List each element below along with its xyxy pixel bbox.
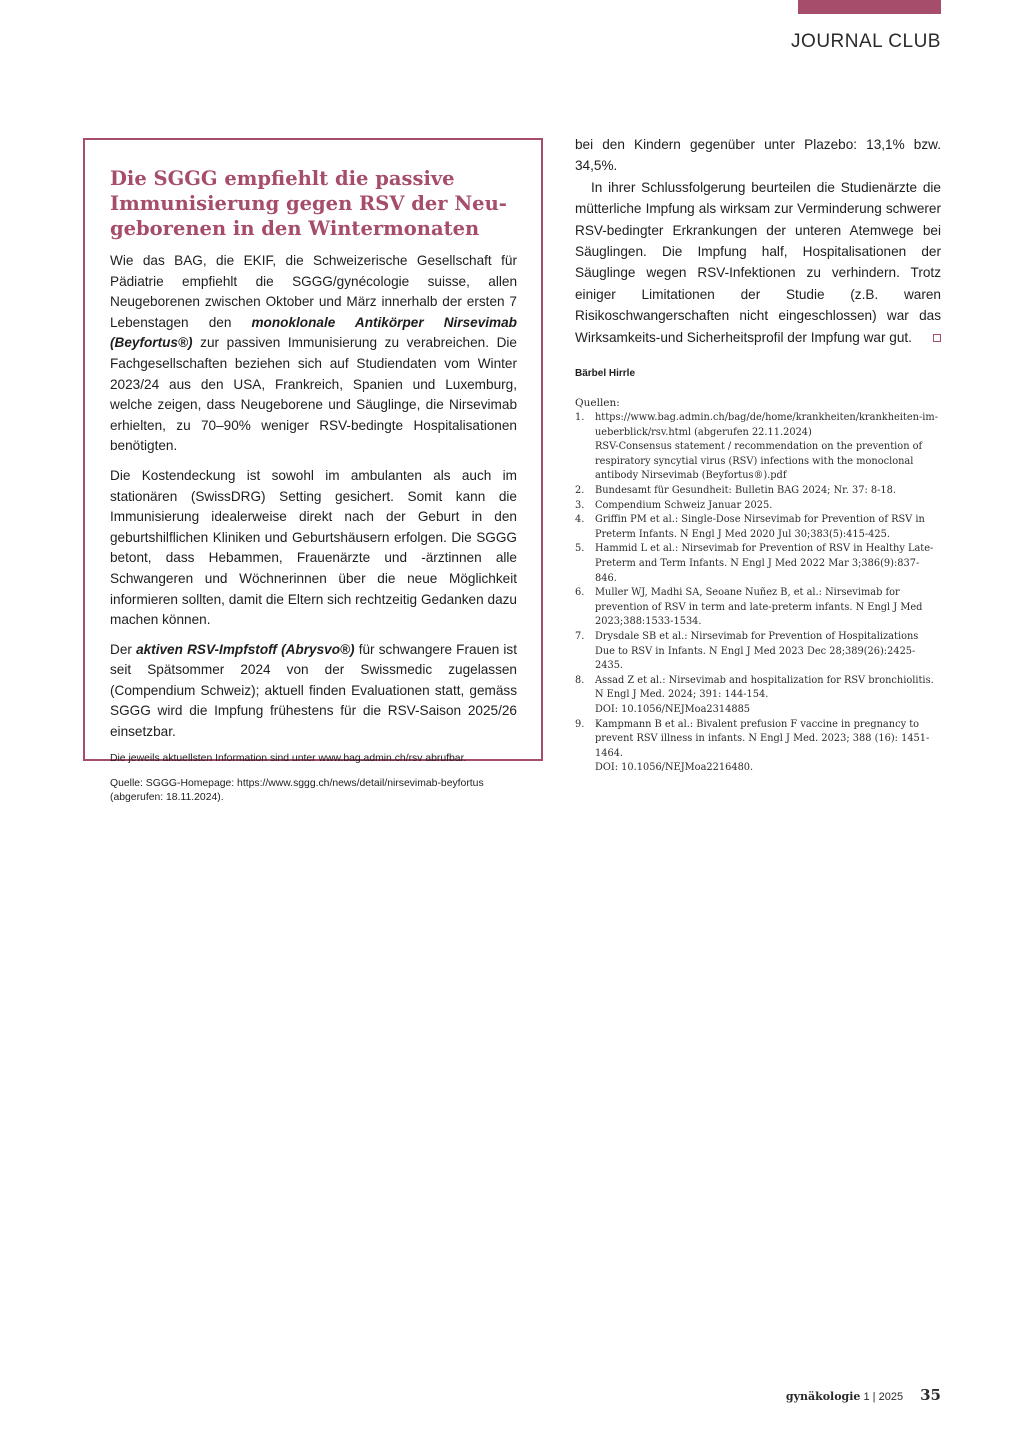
reference-number: 7. [575,630,585,642]
box-paragraph [110,640,517,743]
reference-line: Griffin PM et al.: Single-Dose Nirsevimab for Prevention of RSV in Preterm Infants. N Engl J Med 2020 Jul 30;383(5):415-425. [595,514,925,540]
reference-text [595,499,941,514]
reference-item [575,630,941,674]
reference-number: 6. [575,587,585,599]
reference-line: N Engl J Med. 2024; 391: 144-154. [595,689,769,701]
reference-line: DOI: 10.1056/NEJMoa2314885 [595,703,751,715]
reference-line: Kampmann B et al.: Bivalent prefusion F vaccine in pregnancy to prevent RSV illness in infants. N Engl J Med. 2023; 388 (16): 1451-1464. [595,718,930,759]
reference-item [575,411,941,484]
text: für schwangere Frauen ist seit Spätsommer 2024 von der Swissmedic zugelassen (Compendium Schweiz); aktuell finden Evaluationen statt, gemäss SGGG wird die Impfung frühestens für die RSV-Saison 2025/26 einsetzbar. [110,641,518,740]
reference-text [595,542,941,586]
reference-text [595,630,941,674]
reference-item [575,499,941,514]
emphasis: aktiven RSV-Impfstoff (Abrysvo®) [136,641,355,657]
info-box [83,138,543,803]
references-list [575,411,941,776]
reference-item [575,484,941,499]
reference-text [595,411,941,484]
reference-line: Bundesamt für Gesundheit: Bulletin BAG 2024; Nr. 37: 8-18. [595,485,897,497]
reference-line: RSV-Consensus statement / recommendation on the prevention of respiratory syncytial virus (RSV) infections with the monoclonal antibody Nirsevimab (Beyfortus®).pdf [595,441,923,482]
reference-line: Hammid L et al.: Nirsevimab for Prevention of RSV in Healthy Late-Preterm and Term Infants. N Engl J Med 2022 Mar 3;386(9):837-846. [595,543,934,584]
text: zur passiven Immunisierung zu verabreichen. Die Fachgesellschaften beziehen sich auf Studiendaten vom Winter 2023/24 aus den USA, Frankreich, Spanien und Luxemburg, welche zeigen, dass Neugeborene und Säuglinge, die Nirsevimab erhielten, zu 70–90% weniger RSV-bedingte Hospitalisationen benötigten. [110,335,517,454]
reference-line: DOI: 10.1056/NEJMoa2216480. [595,762,754,774]
column-paragraph [575,177,941,348]
reference-number: 8. [575,674,585,686]
box-title: Die SGGG empfiehlt die passive Immunisierung gegen RSV der Neugeborenen in den Wintermonaten [110,167,507,240]
emphasis: monoklonale Antikörper Nirsevimab (Beyfortus®) [110,314,517,351]
end-square-icon [933,334,941,342]
reference-line: https://www.bag.admin.ch/bag/de/home/krankheiten/krankheiten-im-ueberblick/rsv.html (abgerufen 22.11.2024) [595,412,939,438]
reference-item [575,586,941,630]
box-paragraph [110,251,517,457]
column-paragraph: bei den Kindern gegenüber unter Plazebo: 13,1% bzw. 34,5%. [575,137,941,174]
reference-number: 3. [575,499,585,511]
reference-item [575,674,941,718]
magazine-name: gynäkologie [785,1390,861,1403]
reference-number: 4. [575,514,585,526]
reference-line: Drysdale SB et al.: Nirsevimab for Prevention of Hospitalizations Due to RSV in Infants. N Engl J Med 2023 Dec 28;389(26):2425-2435. [595,630,919,672]
accent-bar [798,0,941,14]
reference-number: 2. [575,485,585,497]
box-note: Die jeweils aktuellsten Information sind unter www.bag.admin.ch/rsv abrufbar. [110,752,467,764]
author: Bärbel Hirrle [575,368,636,380]
text: Der [110,641,137,657]
reference-text [595,513,941,542]
text: In ihrer Schlussfolgerung beurteilen die Studienärzte die mütterliche Impfung als wirksam zur Verminderung schwerer RSV-bedingter Erkrankungen der unteren Atemwege bei Säuglingen. Die Impfung half, Hospitalisationen der Säuglinge wegen RSV-Infektionen zu verhindern. Trotz einiger Limitationen der Studie (z.B. waren Risikoschwangerschaften nicht eingeschlossen) war das Wirksamkeits-und Sicherheitsprofil der Impfung war gut. [575,179,941,345]
page-footer [786,1386,941,1404]
box-source: Quelle: SGGG-Homepage: https://www.sggg.ch/news/detail/nirsevimab-beyfortus (abgerufen: 18.11.2024). [110,777,484,803]
reference-item [575,542,941,586]
reference-line: Muller WJ, Madhi SA, Seoane Nuñez B, et al.: Nirsevimab for prevention of RSV in term and late-preterm infants. N Engl J Med 2023;388:1533-1534. [595,587,923,628]
reference-text [595,586,941,630]
reference-item [575,513,941,542]
reference-text [595,484,941,499]
reference-number: 5. [575,543,585,555]
reference-text [595,674,941,718]
reference-number: 1. [575,412,585,424]
section-label: JOURNAL CLUB [791,31,941,52]
reference-line: Assad Z et al.: Nirsevimab and hospitalization for RSV bronchiolitis. [595,674,934,686]
issue: 1 | 2025 [863,1391,904,1403]
reference-item [575,718,941,776]
box-paragraph: Die Kostendeckung ist sowohl im ambulanten als auch im stationären (SwissDRG) Setting gesichert. Somit kann die Immunisierung idealerweise direkt nach der Geburt in den geburtshilflichen Kliniken und Geburtshäusern erfolgen. Die SGGG betont, dass Hebammen, Frauenärzte und -ärztinnen alle Schwangeren und Wöchnerinnen über die neue Möglichkeit informieren sollten, damit die Eltern sich rechtzeitig Gedanken dazu machen können. [110,467,517,628]
reference-line: Compendium Schweiz Januar 2025. [595,499,773,511]
references-label: Quellen: [575,397,620,410]
reference-number: 9. [575,718,585,730]
page-number: 35 [920,1386,941,1404]
reference-text [595,718,941,776]
text: Wie das BAG, die EKIF, die Schweizerische Gesellschaft für Pädiatrie empfiehlt die SGGG/gynécologie suisse, allen Neugeborenen zwischen Oktober und März innerhalb der ersten 7 Lebenstagen den [110,253,517,330]
right-column [575,134,941,776]
